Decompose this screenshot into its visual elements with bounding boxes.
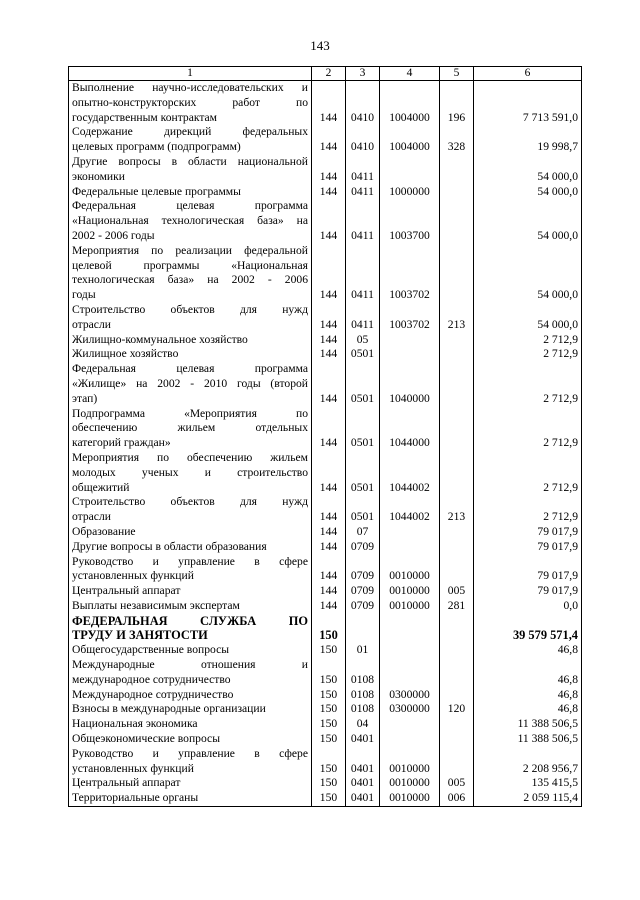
row-name-line: отрасли <box>72 510 111 524</box>
row-name <box>69 555 312 585</box>
table-row <box>69 599 582 614</box>
expense-type-cell: 213 <box>440 495 474 525</box>
row-name-line: Строительство объектов для нужд <box>72 302 308 316</box>
row-name <box>69 125 312 155</box>
table-row <box>69 244 582 303</box>
ministry-code-cell: 144 <box>312 333 346 348</box>
ministry-code-cell: 150 <box>312 658 346 688</box>
row-name-line: Федеральная целевая программа <box>72 362 308 376</box>
amount-cell: 11 388 506,5 <box>474 732 582 747</box>
table-row <box>69 702 582 717</box>
amount-cell: 7 713 591,0 <box>474 81 582 126</box>
amount-cell: 54 000,0 <box>474 244 582 303</box>
row-name <box>69 244 312 303</box>
table-row <box>69 614 582 644</box>
expense-type-cell: 328 <box>440 125 474 155</box>
row-name-line: Выполнение научно-исследовательских и <box>72 81 308 94</box>
ministry-code-cell: 144 <box>312 362 346 406</box>
table-row <box>69 717 582 732</box>
section-code-cell: 0709 <box>346 540 380 555</box>
target-article-cell: 1044000 <box>380 407 440 451</box>
expense-type-cell: 196 <box>440 81 474 126</box>
row-name-line: годы <box>72 288 96 302</box>
section-code-cell: 0108 <box>346 688 380 703</box>
amount-cell: 54 000,0 <box>474 303 582 333</box>
amount-cell: 2 712,9 <box>474 333 582 348</box>
row-name-line: Руководство и управление в сфере <box>72 746 308 760</box>
amount-cell: 54 000,0 <box>474 199 582 243</box>
target-article-cell <box>380 732 440 747</box>
expense-type-cell <box>440 333 474 348</box>
row-name <box>69 185 312 200</box>
row-name-line: Руководство и управление в сфере <box>72 554 308 568</box>
table-row <box>69 407 582 451</box>
expense-type-cell <box>440 540 474 555</box>
row-name-line: обеспечению жильем отдельных <box>72 421 308 435</box>
column-header-4: 4 <box>380 67 440 81</box>
amount-cell: 79 017,9 <box>474 584 582 599</box>
section-code-cell: 0501 <box>346 495 380 525</box>
target-article-cell: 0010000 <box>380 747 440 777</box>
row-name-line: целевых программ (подпрограмм) <box>72 140 241 154</box>
table-row <box>69 540 582 555</box>
ministry-code-cell: 144 <box>312 81 346 126</box>
row-name-line: Мероприятия по обеспечению жильем <box>72 450 308 464</box>
expense-type-cell: 120 <box>440 702 474 717</box>
table-row <box>69 155 582 185</box>
expense-type-cell <box>440 347 474 362</box>
row-name-line: Выплаты независимым экспертам <box>72 598 240 612</box>
section-code-cell: 0401 <box>346 776 380 791</box>
row-name <box>69 155 312 185</box>
amount-cell: 46,8 <box>474 658 582 688</box>
target-article-cell: 0300000 <box>380 702 440 717</box>
ministry-code-cell: 150 <box>312 776 346 791</box>
ministry-code-cell: 144 <box>312 407 346 451</box>
row-name-line: целевой программы «Национальная <box>72 258 308 272</box>
target-article-cell: 0300000 <box>380 688 440 703</box>
section-code-cell: 0411 <box>346 155 380 185</box>
table-row <box>69 584 582 599</box>
expense-type-cell: 005 <box>440 584 474 599</box>
ministry-code-cell: 144 <box>312 555 346 585</box>
row-name-line: Взносы в международные организации <box>72 702 266 716</box>
row-name-line: ФЕДЕРАЛЬНАЯ СЛУЖБА ПО <box>72 613 308 628</box>
section-code-cell: 0401 <box>346 791 380 806</box>
page-number: 143 <box>310 38 330 53</box>
table-row <box>69 185 582 200</box>
target-article-cell <box>380 525 440 540</box>
target-article-cell <box>380 540 440 555</box>
table-body <box>69 81 582 807</box>
row-name <box>69 658 312 688</box>
table-row <box>69 333 582 348</box>
amount-cell: 79 017,9 <box>474 540 582 555</box>
row-name-line: Общеэкономические вопросы <box>72 732 220 746</box>
row-name <box>69 614 312 644</box>
ministry-code-cell: 144 <box>312 495 346 525</box>
section-code-cell: 0709 <box>346 584 380 599</box>
section-code-cell: 07 <box>346 525 380 540</box>
table-row <box>69 658 582 688</box>
table-row <box>69 791 582 806</box>
column-header-1: 1 <box>69 67 312 81</box>
ministry-code-cell: 144 <box>312 451 346 495</box>
row-name-line: Общегосударственные вопросы <box>72 643 230 657</box>
row-name-line: «Национальная технологическая база» на <box>72 214 308 228</box>
row-name <box>69 791 312 806</box>
ministry-code-cell: 150 <box>312 732 346 747</box>
amount-cell: 2 059 115,4 <box>474 791 582 806</box>
amount-cell: 46,8 <box>474 643 582 658</box>
amount-cell: 2 712,9 <box>474 495 582 525</box>
section-code-cell: 0411 <box>346 185 380 200</box>
row-name <box>69 747 312 777</box>
expense-type-cell: 281 <box>440 599 474 614</box>
expense-type-cell <box>440 525 474 540</box>
row-name-line: установленных функций <box>72 761 194 775</box>
ministry-code-cell: 144 <box>312 347 346 362</box>
expense-type-cell <box>440 747 474 777</box>
column-header-3: 3 <box>346 67 380 81</box>
section-code-cell: 0411 <box>346 199 380 243</box>
ministry-code-cell: 144 <box>312 540 346 555</box>
ministry-code-cell: 144 <box>312 155 346 185</box>
row-name-line: молодых ученых и строительство <box>72 465 308 479</box>
row-name-line: отрасли <box>72 317 111 331</box>
target-article-cell <box>380 717 440 732</box>
row-name-line: категорий граждан» <box>72 436 171 450</box>
row-name-line: международное сотрудничество <box>72 672 231 686</box>
target-article-cell: 1004000 <box>380 81 440 126</box>
target-article-cell <box>380 347 440 362</box>
expense-type-cell <box>440 643 474 658</box>
ministry-code-cell: 150 <box>312 717 346 732</box>
table-row <box>69 643 582 658</box>
column-header-6: 6 <box>474 67 582 81</box>
row-name-line: Жилищно-коммунальное хозяйство <box>72 332 248 346</box>
amount-cell: 135 415,5 <box>474 776 582 791</box>
amount-cell: 2 208 956,7 <box>474 747 582 777</box>
expense-type-cell: 006 <box>440 791 474 806</box>
ministry-code-cell: 150 <box>312 747 346 777</box>
row-name-line: Центральный аппарат <box>72 776 181 790</box>
row-name-line: установленных функций <box>72 569 194 583</box>
target-article-cell: 1003700 <box>380 199 440 243</box>
section-code-cell: 0501 <box>346 451 380 495</box>
table-row <box>69 451 582 495</box>
expense-type-cell <box>440 658 474 688</box>
section-code-cell: 0501 <box>346 362 380 406</box>
expense-type-cell <box>440 717 474 732</box>
ministry-code-cell: 144 <box>312 185 346 200</box>
row-name-line: Территориальные органы <box>72 791 199 805</box>
row-name <box>69 540 312 555</box>
expense-type-cell: 213 <box>440 303 474 333</box>
expense-type-cell <box>440 451 474 495</box>
ministry-code-cell: 150 <box>312 643 346 658</box>
amount-cell: 79 017,9 <box>474 525 582 540</box>
table-row <box>69 747 582 777</box>
expense-type-cell <box>440 732 474 747</box>
row-name <box>69 643 312 658</box>
ministry-code-cell: 144 <box>312 244 346 303</box>
target-article-cell: 1004000 <box>380 125 440 155</box>
section-code-cell: 0401 <box>346 747 380 777</box>
section-code-cell: 0411 <box>346 303 380 333</box>
column-header-2: 2 <box>312 67 346 81</box>
target-article-cell: 0010000 <box>380 599 440 614</box>
section-code-cell: 0410 <box>346 125 380 155</box>
section-code-cell: 0709 <box>346 599 380 614</box>
row-name <box>69 495 312 525</box>
amount-cell: 2 712,9 <box>474 407 582 451</box>
ministry-code-cell: 144 <box>312 525 346 540</box>
row-name-line: Другие вопросы в области национальной <box>72 154 308 168</box>
row-name-line: этап) <box>72 391 98 405</box>
expense-type-cell <box>440 614 474 644</box>
table-row <box>69 732 582 747</box>
section-code-cell: 0501 <box>346 347 380 362</box>
amount-cell: 2 712,9 <box>474 451 582 495</box>
row-name-line: Другие вопросы в области образования <box>72 539 267 553</box>
target-article-cell: 1044002 <box>380 451 440 495</box>
section-code-cell: 0401 <box>346 732 380 747</box>
target-article-cell: 0010000 <box>380 776 440 791</box>
target-article-cell: 0010000 <box>380 555 440 585</box>
row-name-line: Содержание дирекций федеральных <box>72 125 308 139</box>
amount-cell: 46,8 <box>474 702 582 717</box>
row-name-line: Жилищное хозяйство <box>72 347 179 361</box>
amount-cell: 54 000,0 <box>474 155 582 185</box>
row-name-line: Мероприятия по реализации федеральной <box>72 243 308 257</box>
row-name-line: Федеральные целевые программы <box>72 184 241 198</box>
row-name-line: государственным контрактам <box>72 110 218 124</box>
amount-cell: 11 388 506,5 <box>474 717 582 732</box>
amount-cell: 46,8 <box>474 688 582 703</box>
expense-type-cell <box>440 362 474 406</box>
expense-type-cell <box>440 688 474 703</box>
amount-cell: 54 000,0 <box>474 185 582 200</box>
target-article-cell: 1040000 <box>380 362 440 406</box>
ministry-code-cell: 144 <box>312 199 346 243</box>
row-name-line: Подпрограмма «Мероприятия по <box>72 406 308 420</box>
table-row <box>69 776 582 791</box>
row-name-line: экономики <box>72 169 125 183</box>
table-row <box>69 362 582 406</box>
expense-type-cell: 005 <box>440 776 474 791</box>
expense-type-cell <box>440 199 474 243</box>
row-name-line: общежитий <box>72 480 130 494</box>
row-name <box>69 347 312 362</box>
target-article-cell <box>380 643 440 658</box>
row-name-line: «Жилище» на 2002 - 2010 годы (второй <box>72 376 308 390</box>
section-code-cell: 0709 <box>346 555 380 585</box>
row-name <box>69 525 312 540</box>
target-article-cell <box>380 658 440 688</box>
row-name <box>69 407 312 451</box>
target-article-cell: 1000000 <box>380 185 440 200</box>
ministry-code-cell: 150 <box>312 688 346 703</box>
column-header-5: 5 <box>440 67 474 81</box>
amount-cell: 79 017,9 <box>474 555 582 585</box>
row-name <box>69 732 312 747</box>
row-name <box>69 333 312 348</box>
target-article-cell: 1003702 <box>380 244 440 303</box>
row-name-line: ТРУДУ И ЗАНЯТОСТИ <box>72 628 208 643</box>
target-article-cell <box>380 333 440 348</box>
row-name <box>69 451 312 495</box>
table-row <box>69 81 582 126</box>
row-name-line: опытно-конструкторских работ по <box>72 95 308 109</box>
target-article-cell <box>380 614 440 644</box>
row-name <box>69 688 312 703</box>
amount-cell: 2 712,9 <box>474 347 582 362</box>
row-name <box>69 81 312 126</box>
row-name-line: 2002 - 2006 годы <box>72 228 155 242</box>
table-row <box>69 495 582 525</box>
amount-cell: 39 579 571,4 <box>474 614 582 644</box>
expense-type-cell <box>440 244 474 303</box>
section-code-cell: 04 <box>346 717 380 732</box>
row-name <box>69 776 312 791</box>
table-header-row <box>69 67 582 81</box>
expense-type-cell <box>440 407 474 451</box>
section-code-cell: 0501 <box>346 407 380 451</box>
table-row <box>69 347 582 362</box>
row-name-line: Федеральная целевая программа <box>72 199 308 213</box>
target-article-cell: 1044002 <box>380 495 440 525</box>
amount-cell: 2 712,9 <box>474 362 582 406</box>
row-name-line: Национальная экономика <box>72 717 198 731</box>
table-row <box>69 525 582 540</box>
ministry-code-cell: 150 <box>312 791 346 806</box>
row-name-line: Центральный аппарат <box>72 584 181 598</box>
row-name <box>69 584 312 599</box>
row-name <box>69 702 312 717</box>
row-name-line: Строительство объектов для нужд <box>72 495 308 509</box>
ministry-code-cell: 144 <box>312 303 346 333</box>
expense-type-cell <box>440 155 474 185</box>
ministry-code-cell: 150 <box>312 702 346 717</box>
table-row <box>69 125 582 155</box>
row-name-line: Международное сотрудничество <box>72 687 234 701</box>
row-name <box>69 303 312 333</box>
section-code-cell: 0410 <box>346 81 380 126</box>
ministry-code-cell: 144 <box>312 125 346 155</box>
section-code-cell: 01 <box>346 643 380 658</box>
section-code-cell: 0108 <box>346 702 380 717</box>
amount-cell: 0,0 <box>474 599 582 614</box>
ministry-code-cell: 144 <box>312 584 346 599</box>
table-row <box>69 199 582 243</box>
amount-cell: 19 998,7 <box>474 125 582 155</box>
target-article-cell: 1003702 <box>380 303 440 333</box>
expense-type-cell <box>440 185 474 200</box>
table-row <box>69 303 582 333</box>
row-name <box>69 717 312 732</box>
target-article-cell <box>380 155 440 185</box>
target-article-cell: 0010000 <box>380 791 440 806</box>
target-article-cell: 0010000 <box>380 584 440 599</box>
table-row <box>69 555 582 585</box>
row-name <box>69 599 312 614</box>
expense-type-cell <box>440 555 474 585</box>
row-name-line: Образование <box>72 524 136 538</box>
ministry-code-cell: 150 <box>312 614 346 644</box>
table-row <box>69 688 582 703</box>
section-code-cell: 05 <box>346 333 380 348</box>
row-name-line: технологическая база» на 2002 - 2006 <box>72 273 308 287</box>
ministry-code-cell: 144 <box>312 599 346 614</box>
budget-table <box>68 66 582 807</box>
section-code-cell <box>346 614 380 644</box>
row-name-line: Международные отношения и <box>72 658 308 672</box>
section-code-cell: 0108 <box>346 658 380 688</box>
row-name <box>69 362 312 406</box>
row-name <box>69 199 312 243</box>
section-code-cell: 0411 <box>346 244 380 303</box>
